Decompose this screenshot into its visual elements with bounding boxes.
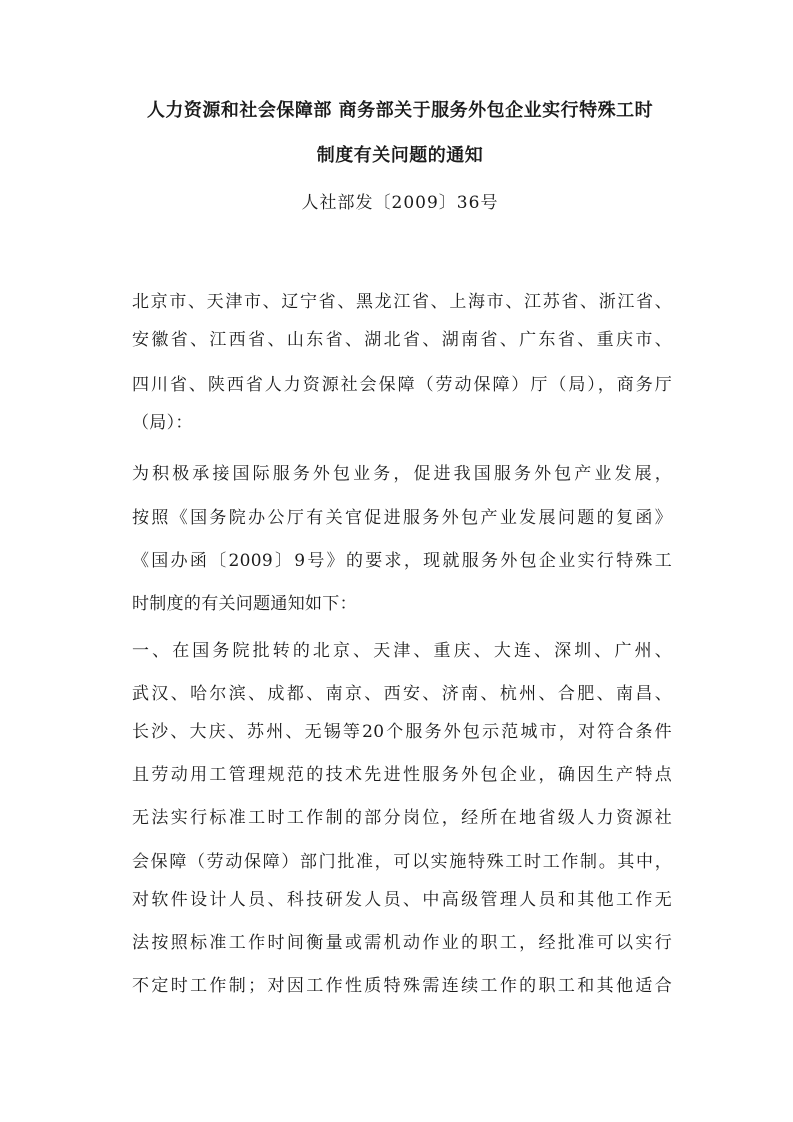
body-line: 四川省、陕西省人力资源社会保障（劳动保障）厅（局），商务厅: [132, 375, 672, 395]
body-line: 北京市、天津市、辽宁省、黑龙江省、上海市、江苏省、浙江省、: [132, 292, 672, 312]
body-line: 不定时工作制；对因工作性质特殊需连续工作的职工和其他适合: [132, 976, 672, 996]
body-line: （局）：: [132, 413, 193, 433]
document-number: 人社部发〔2009〕36号: [301, 193, 499, 213]
body-line: 长沙、大庆、苏州、无锡等20个服务外包示范城市，对符合条件: [132, 722, 672, 742]
body-line: 对软件设计人员、科技研发人员、中高级管理人员和其他工作无: [132, 890, 672, 910]
document-title-line-1: 人力资源和社会保障部 商务部关于服务外包企业实行特殊工时: [146, 100, 654, 121]
body-line: 为积极承接国际服务外包业务，促进我国服务外包产业发展，: [132, 464, 672, 484]
document-title-line-2: 制度有关问题的通知: [316, 145, 484, 166]
body-line: 时制度的有关问题通知如下：: [132, 594, 357, 614]
body-line: 武汉、哈尔滨、成都、南京、西安、济南、杭州、合肥、南昌、: [132, 684, 672, 704]
body-line: 会保障（劳动保障）部门批准，可以实施特殊工时工作制。其中，: [132, 852, 672, 872]
body-line: 《国办函〔2009〕9号》的要求，现就服务外包企业实行特殊工: [132, 551, 672, 571]
body-line: 法按照标准工作时间衡量或需机动作业的职工，经批准可以实行: [132, 933, 672, 953]
body-line: 一、在国务院批转的北京、天津、重庆、大连、深圳、广州、: [132, 641, 672, 661]
body-line: 且劳动用工管理规范的技术先进性服务外包企业，确因生产特点: [132, 765, 672, 785]
body-line: 按照《国务院办公厅有关官促进服务外包产业发展问题的复函》: [132, 508, 672, 528]
body-line: 安徽省、江西省、山东省、湖北省、湖南省、广东省、重庆市、: [132, 330, 672, 350]
body-line: 无法实行标准工时工作制的部分岗位，经所在地省级人力资源社: [132, 808, 672, 828]
